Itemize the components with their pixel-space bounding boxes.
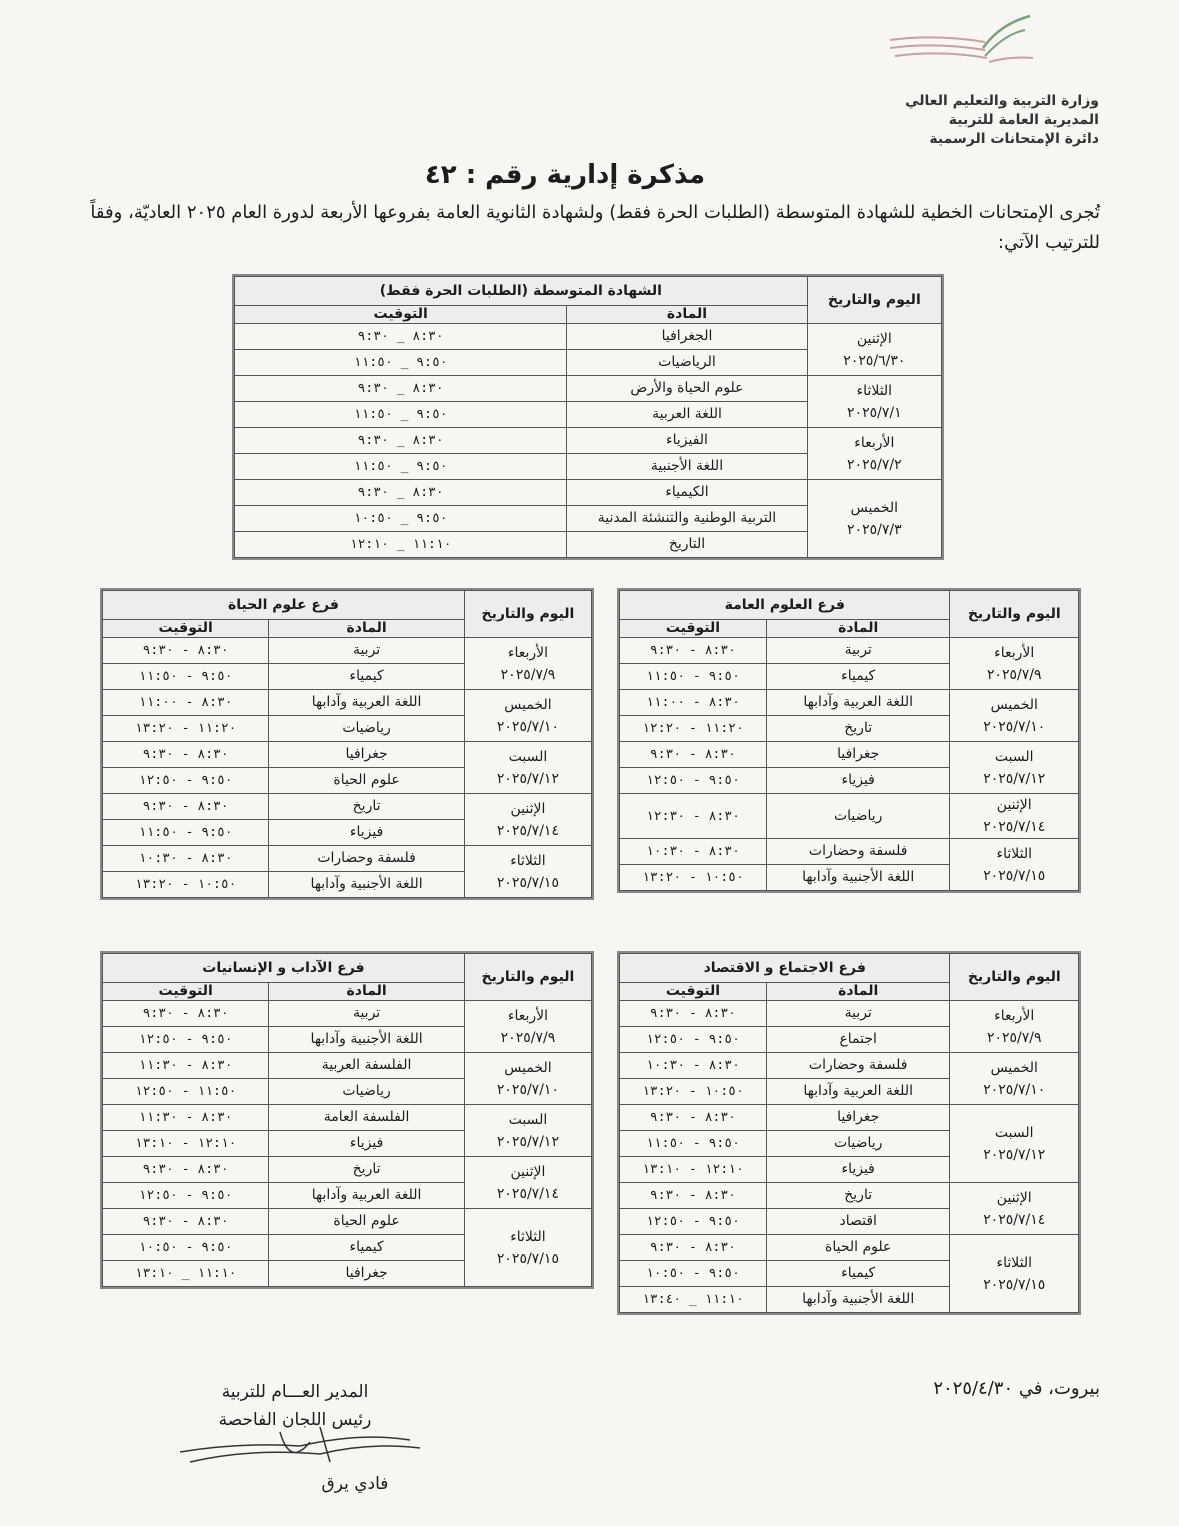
day-date-cell <box>950 1183 1079 1235</box>
exam-date: ٢٠٢٥/٧/٩ <box>500 666 556 683</box>
day-date-cell <box>950 1235 1079 1313</box>
time-cell: ٩:٥٠ - ١٠:٥٠ <box>103 1235 269 1261</box>
table-row <box>235 376 942 402</box>
time-cell: ٩:٥٠ - ١٢:٥٠ <box>103 1183 269 1209</box>
day-name: الإثنين <box>856 330 892 347</box>
day-name: الخميس <box>990 1059 1038 1076</box>
day-name: الثلاثاء <box>996 1254 1032 1271</box>
day-date-cell <box>950 1001 1079 1053</box>
day-date-cell <box>464 1001 591 1053</box>
table-title: الشهادة المتوسطة (الطلبات الحرة فقط) <box>235 277 808 306</box>
day-name: الإثنين <box>996 797 1032 813</box>
day-date-cell <box>950 1105 1079 1183</box>
exam-date: ٢٠٢٥/٧/١٤ <box>496 822 559 839</box>
subject-cell: الفلسفة العربية <box>269 1053 465 1079</box>
subject-cell: اللغة الأجنبية وآدابها <box>269 872 465 898</box>
subject-cell: فيزياء <box>269 1131 465 1157</box>
table-row <box>620 1105 1079 1131</box>
subject-cell: رياضيات <box>269 1079 465 1105</box>
table-title: فرع علوم الحياة <box>103 591 465 620</box>
exam-date: ٢٠٢٥/٧/١٥ <box>496 874 559 891</box>
day-name: السبت <box>994 748 1034 765</box>
subject-cell: اللغة العربية وآدابها <box>269 690 465 716</box>
time-cell: ٨:٣٠ - ٩:٣٠ <box>103 1209 269 1235</box>
table-row <box>235 480 942 506</box>
time-cell: ١٠:٥٠ - ١٣:٢٠ <box>103 872 269 898</box>
time-cell: ٩:٥٠ - ١١:٥٠ <box>103 820 269 846</box>
day-date-cell <box>464 690 591 742</box>
subject-cell: الفيزياء <box>567 428 807 454</box>
time-cell: ٨:٣٠ - ٩:٣٠ <box>103 794 269 820</box>
time-cell: ٨:٣٠ - ٩:٣٠ <box>620 742 767 768</box>
subject-cell: جغرافيا <box>766 1105 950 1131</box>
time-cell: ٨:٣٠ - ٩:٣٠ <box>103 1157 269 1183</box>
subject-cell: تربية <box>766 638 950 664</box>
subject-cell: جغرافيا <box>766 742 950 768</box>
table-row <box>103 690 592 716</box>
exam-date: ٢٠٢٥/٧/١٢ <box>496 770 559 787</box>
day-name: السبت <box>508 1111 548 1128</box>
sociology-economics-table <box>617 951 1081 1315</box>
subject-cell: الجغرافيا <box>567 324 807 350</box>
intro-paragraph: تُجرى الإمتحانات الخطية للشهادة المتوسطة (الطلبات الحرة فقط) ولشهادة الثانوية العامة بفروعها الأربعة لدورة العام ٢٠٢٥ العاديّة، وفقاً للترتيب الآتي: <box>90 202 1100 253</box>
subject-cell: علوم الحياة <box>269 768 465 794</box>
header-time: التوقيت <box>235 306 567 324</box>
department-line: دائرة الإمتحانات الرسمية <box>929 131 1099 147</box>
time-cell: ٨:٣٠ - ٩:٣٠ <box>103 638 269 664</box>
day-date-cell <box>464 794 591 846</box>
table-row <box>103 1157 592 1183</box>
place-date: بيروت، في ٢٠٢٥/٤/٣٠ <box>933 1378 1100 1399</box>
time-cell: ٩:٥٠ - ١١:٥٠ <box>103 664 269 690</box>
time-cell: ٨:٣٠ - ٩:٣٠ <box>103 742 269 768</box>
table-row <box>620 1001 1079 1027</box>
table-row <box>103 1209 592 1235</box>
day-date-cell <box>464 846 591 898</box>
day-date-cell <box>464 1157 591 1209</box>
time-cell: ٨:٣٠ - ١١:٣٠ <box>103 1105 269 1131</box>
exam-date: ٢٠٢٥/٧/١٤ <box>496 1185 559 1202</box>
header-time: التوقيت <box>620 983 767 1001</box>
time-cell: ٩:٥٠ _ ١١:٥٠ <box>235 454 567 480</box>
time-cell: ٨:٣٠ - ١١:٣٠ <box>103 1053 269 1079</box>
header-time: التوقيت <box>103 983 269 1001</box>
subject-cell: تاريخ <box>269 794 465 820</box>
table-title: فرع العلوم العامة <box>620 591 950 620</box>
exam-date: ٢٠٢٥/٧/١٢ <box>983 1146 1046 1163</box>
subject-cell: اللغة الأجنبية <box>567 454 807 480</box>
ministry-line: وزارة التربية والتعليم العالي <box>905 93 1099 109</box>
subject-cell: فلسفة وحضارات <box>269 846 465 872</box>
table-row <box>620 638 1079 664</box>
subject-cell: تربية <box>269 638 465 664</box>
ministry-logo <box>885 12 1035 72</box>
header-subject: المادة <box>567 306 807 324</box>
exam-date: ٢٠٢٥/٧/١٢ <box>496 1133 559 1150</box>
table-row <box>235 324 942 350</box>
time-cell: ٩:٥٠ - ١١:٥٠ <box>620 1131 767 1157</box>
subject-cell: رياضيات <box>269 716 465 742</box>
exam-date: ٢٠٢٥/٧/٩ <box>500 1029 556 1046</box>
time-cell: ١١:٥٠ - ١٢:٥٠ <box>103 1079 269 1105</box>
subject-cell: رياضيات <box>766 1131 950 1157</box>
table-row <box>103 638 592 664</box>
time-cell: ٩:٥٠ _ ١٠:٥٠ <box>235 506 567 532</box>
exam-date: ٢٠٢٥/٧/٢ <box>847 456 902 473</box>
exam-date: ٢٠٢٥/٧/١ <box>847 404 902 421</box>
time-cell: ٩:٥٠ - ١٢:٥٠ <box>620 768 767 794</box>
day-name: السبت <box>508 748 548 765</box>
subject-cell: فلسفة وحضارات <box>766 1053 950 1079</box>
day-date-cell <box>807 376 941 428</box>
subject-cell: اقتصاد <box>766 1209 950 1235</box>
literature-humanities-table <box>100 951 594 1289</box>
header-day-date: اليوم والتاريخ <box>807 277 941 324</box>
time-cell: ١١:١٠ _ ١٣:١٠ <box>103 1261 269 1287</box>
exam-date: ٢٠٢٥/٧/٩ <box>986 1029 1042 1046</box>
subject-cell: اللغة الأجنبية وآدابها <box>269 1027 465 1053</box>
header-subject: المادة <box>269 620 465 638</box>
day-date-cell <box>807 480 941 558</box>
time-cell: ٨:٣٠ - ٩:٣٠ <box>103 1001 269 1027</box>
table-row <box>103 1105 592 1131</box>
exam-date: ٢٠٢٥/٧/١٠ <box>983 1081 1046 1098</box>
time-cell: ٩:٥٠ _ ١١:٥٠ <box>235 350 567 376</box>
time-cell: ٩:٥٠ - ١٢:٥٠ <box>103 768 269 794</box>
time-cell: ٩:٥٠ - ١٠:٥٠ <box>620 1261 767 1287</box>
header-day-date: اليوم والتاريخ <box>464 591 591 638</box>
day-name: الإثنين <box>996 1189 1032 1206</box>
time-cell: ١٠:٥٠ - ١٣:٢٠ <box>620 865 767 891</box>
exam-date: ٢٠٢٥/٧/١٠ <box>496 718 559 735</box>
time-cell: ٨:٣٠ _ ٩:٣٠ <box>235 324 567 350</box>
time-cell: ٨:٣٠ - ١٠:٣٠ <box>620 839 767 865</box>
day-name: الثلاثاء <box>996 845 1032 862</box>
time-cell: ٨:٣٠ - ١٠:٣٠ <box>620 1053 767 1079</box>
subject-cell: تاريخ <box>766 716 950 742</box>
table-title: فرع الاجتماع و الاقتصاد <box>620 954 950 983</box>
time-cell: ٨:٣٠ _ ٩:٣٠ <box>235 428 567 454</box>
subject-cell: الرياضيات <box>567 350 807 376</box>
subject-cell: فيزياء <box>766 1157 950 1183</box>
day-name: الخميس <box>504 696 552 713</box>
header-subject: المادة <box>766 620 950 638</box>
time-cell: ٨:٣٠ - ٩:٣٠ <box>620 1105 767 1131</box>
time-cell: ٨:٣٠ - ٩:٣٠ <box>620 1183 767 1209</box>
day-date-cell <box>464 742 591 794</box>
day-date-cell <box>464 1105 591 1157</box>
subject-cell: اجتماع <box>766 1027 950 1053</box>
subject-cell: الفلسفة العامة <box>269 1105 465 1131</box>
exam-date: ٢٠٢٥/٧/١٥ <box>496 1250 559 1267</box>
subject-cell: اللغة العربية وآدابها <box>269 1183 465 1209</box>
table-row <box>620 1235 1079 1261</box>
time-cell: ١١:١٠ _ ١٣:٤٠ <box>620 1287 767 1313</box>
table-row <box>620 742 1079 768</box>
table-row <box>103 742 592 768</box>
header-day-date: اليوم والتاريخ <box>950 591 1079 638</box>
subject-cell: كيمياء <box>269 664 465 690</box>
time-cell: ١٢:١٠ - ١٣:١٠ <box>103 1131 269 1157</box>
subject-cell: اللغة العربية وآدابها <box>766 690 950 716</box>
subject-cell: علوم الحياة <box>269 1209 465 1235</box>
day-date-cell <box>807 428 941 480</box>
day-name: الثلاثاء <box>510 852 546 869</box>
subject-cell: تاريخ <box>269 1157 465 1183</box>
subject-cell: جغرافيا <box>269 742 465 768</box>
day-name: الخميس <box>504 1059 552 1076</box>
table-row <box>620 1183 1079 1209</box>
time-cell: ٨:٣٠ - ٩:٣٠ <box>620 1235 767 1261</box>
time-cell: ٩:٥٠ _ ١١:٥٠ <box>235 402 567 428</box>
subject-cell: جغرافيا <box>269 1261 465 1287</box>
subject-cell: الكيمياء <box>567 480 807 506</box>
day-date-cell <box>950 638 1079 690</box>
time-cell: ١٢:١٠ - ١٣:١٠ <box>620 1157 767 1183</box>
intermediate-certificate-table <box>232 274 944 560</box>
general-sciences-table <box>617 588 1081 893</box>
life-sciences-table <box>100 588 594 900</box>
day-date-cell <box>464 1053 591 1105</box>
subject-cell: تربية <box>269 1001 465 1027</box>
subject-cell: اللغة الأجنبية وآدابها <box>766 865 950 891</box>
day-name: الخميس <box>850 499 899 516</box>
table-row <box>620 690 1079 716</box>
exam-date: ٢٠٢٥/٦/٣٠ <box>843 352 906 369</box>
time-cell: ٨:٣٠ _ ٩:٣٠ <box>235 480 567 506</box>
exam-date: ٢٠٢٥/٧/١٤ <box>983 819 1046 835</box>
ministry-header <box>779 92 1099 149</box>
subject-cell: كيمياء <box>269 1235 465 1261</box>
subject-cell: اللغة العربية وآدابها <box>766 1079 950 1105</box>
day-name: السبت <box>994 1124 1034 1141</box>
time-cell: ١٠:٥٠ - ١٣:٢٠ <box>620 1079 767 1105</box>
day-name: الخميس <box>990 696 1038 713</box>
table-row <box>620 839 1079 865</box>
time-cell: ٨:٣٠ - ١٠:٣٠ <box>103 846 269 872</box>
subject-cell: رياضيات <box>766 794 950 839</box>
day-date-cell <box>464 638 591 690</box>
day-date-cell <box>950 794 1079 839</box>
memo-title: مذكرة إدارية رقم : ٤٢ <box>424 160 706 190</box>
exam-date: ٢٠٢٥/٧/٣ <box>847 521 902 538</box>
time-cell: ٩:٥٠ - ١٢:٥٠ <box>620 1027 767 1053</box>
time-cell: ٩:٥٠ - ١٢:٥٠ <box>620 1209 767 1235</box>
time-cell: ١١:١٠ _ ١٢:١٠ <box>235 532 567 558</box>
time-cell: ١١:٢٠ - ١٣:٢٠ <box>103 716 269 742</box>
time-cell: ٨:٣٠ - ١٢:٣٠ <box>620 794 767 839</box>
table-row <box>103 846 592 872</box>
handwritten-signature <box>160 1412 460 1482</box>
table-row <box>103 794 592 820</box>
subject-cell: فيزياء <box>269 820 465 846</box>
day-name: الثلاثاء <box>856 382 893 399</box>
exam-date: ٢٠٢٥/٧/١٢ <box>983 770 1046 787</box>
exam-date: ٢٠٢٥/٧/١٥ <box>983 1276 1046 1293</box>
subject-cell: علوم الحياة والأرض <box>567 376 807 402</box>
time-cell: ٨:٣٠ _ ٩:٣٠ <box>235 376 567 402</box>
subject-cell: فلسفة وحضارات <box>766 839 950 865</box>
day-name: الأربعاء <box>994 644 1035 661</box>
subject-cell: علوم الحياة <box>766 1235 950 1261</box>
day-name: الأربعاء <box>854 434 895 451</box>
exam-date: ٢٠٢٥/٧/١٠ <box>496 1081 559 1098</box>
subject-cell: التاريخ <box>567 532 807 558</box>
table-row <box>620 794 1079 839</box>
time-cell: ٨:٣٠ - ٩:٣٠ <box>620 1001 767 1027</box>
subject-cell: كيمياء <box>766 664 950 690</box>
subject-cell: تربية <box>766 1001 950 1027</box>
subject-cell: كيمياء <box>766 1261 950 1287</box>
day-date-cell <box>807 324 941 376</box>
header-subject: المادة <box>269 983 465 1001</box>
time-cell: ٨:٣٠ - ١١:٠٠ <box>620 690 767 716</box>
subject-cell: تاريخ <box>766 1183 950 1209</box>
exam-date: ٢٠٢٥/٧/١٤ <box>983 1211 1046 1228</box>
director-name: فادي يرق <box>321 1474 389 1494</box>
subject-cell: اللغة العربية <box>567 402 807 428</box>
day-name: الإثنين <box>510 1163 546 1180</box>
exam-date: ٢٠٢٥/٧/١٠ <box>983 718 1046 735</box>
day-name: الثلاثاء <box>510 1228 546 1245</box>
director-title: المدير العـــام للتربية <box>221 1382 369 1402</box>
exam-date: ٢٠٢٥/٧/١٥ <box>983 867 1046 884</box>
day-name: الأربعاء <box>507 644 548 661</box>
time-cell: ٨:٣٠ - ٩:٣٠ <box>620 638 767 664</box>
day-name: الأربعاء <box>507 1007 548 1024</box>
subject-cell: فيزياء <box>766 768 950 794</box>
day-date-cell <box>464 1209 591 1287</box>
day-date-cell <box>950 839 1079 891</box>
subject-cell: اللغة الأجنبية وآدابها <box>766 1287 950 1313</box>
day-date-cell <box>950 1053 1079 1105</box>
header-day-date: اليوم والتاريخ <box>464 954 591 1001</box>
table-row <box>103 1053 592 1079</box>
table-title: فرع الآداب و الإنسانيات <box>103 954 465 983</box>
day-name: الأربعاء <box>994 1007 1035 1024</box>
header-subject: المادة <box>766 983 950 1001</box>
header-time: التوقيت <box>620 620 767 638</box>
subject-cell: التربية الوطنية والتنشئة المدنية <box>567 506 807 532</box>
committee-title: رئيس اللجان الفاحصة <box>218 1410 372 1430</box>
time-cell: ١١:٢٠ - ١٢:٢٠ <box>620 716 767 742</box>
table-row <box>103 1001 592 1027</box>
directorate-line: المديرية العامة للتربية <box>948 112 1099 128</box>
day-date-cell <box>950 742 1079 794</box>
table-row <box>235 428 942 454</box>
table-row <box>620 1053 1079 1079</box>
time-cell: ٩:٥٠ - ١١:٥٠ <box>620 664 767 690</box>
day-name: الإثنين <box>510 800 546 817</box>
header-day-date: اليوم والتاريخ <box>950 954 1079 1001</box>
time-cell: ٩:٥٠ - ١٢:٥٠ <box>103 1027 269 1053</box>
day-date-cell <box>950 690 1079 742</box>
time-cell: ٨:٣٠ - ١١:٠٠ <box>103 690 269 716</box>
exam-date: ٢٠٢٥/٧/٩ <box>986 666 1042 683</box>
header-time: التوقيت <box>103 620 269 638</box>
